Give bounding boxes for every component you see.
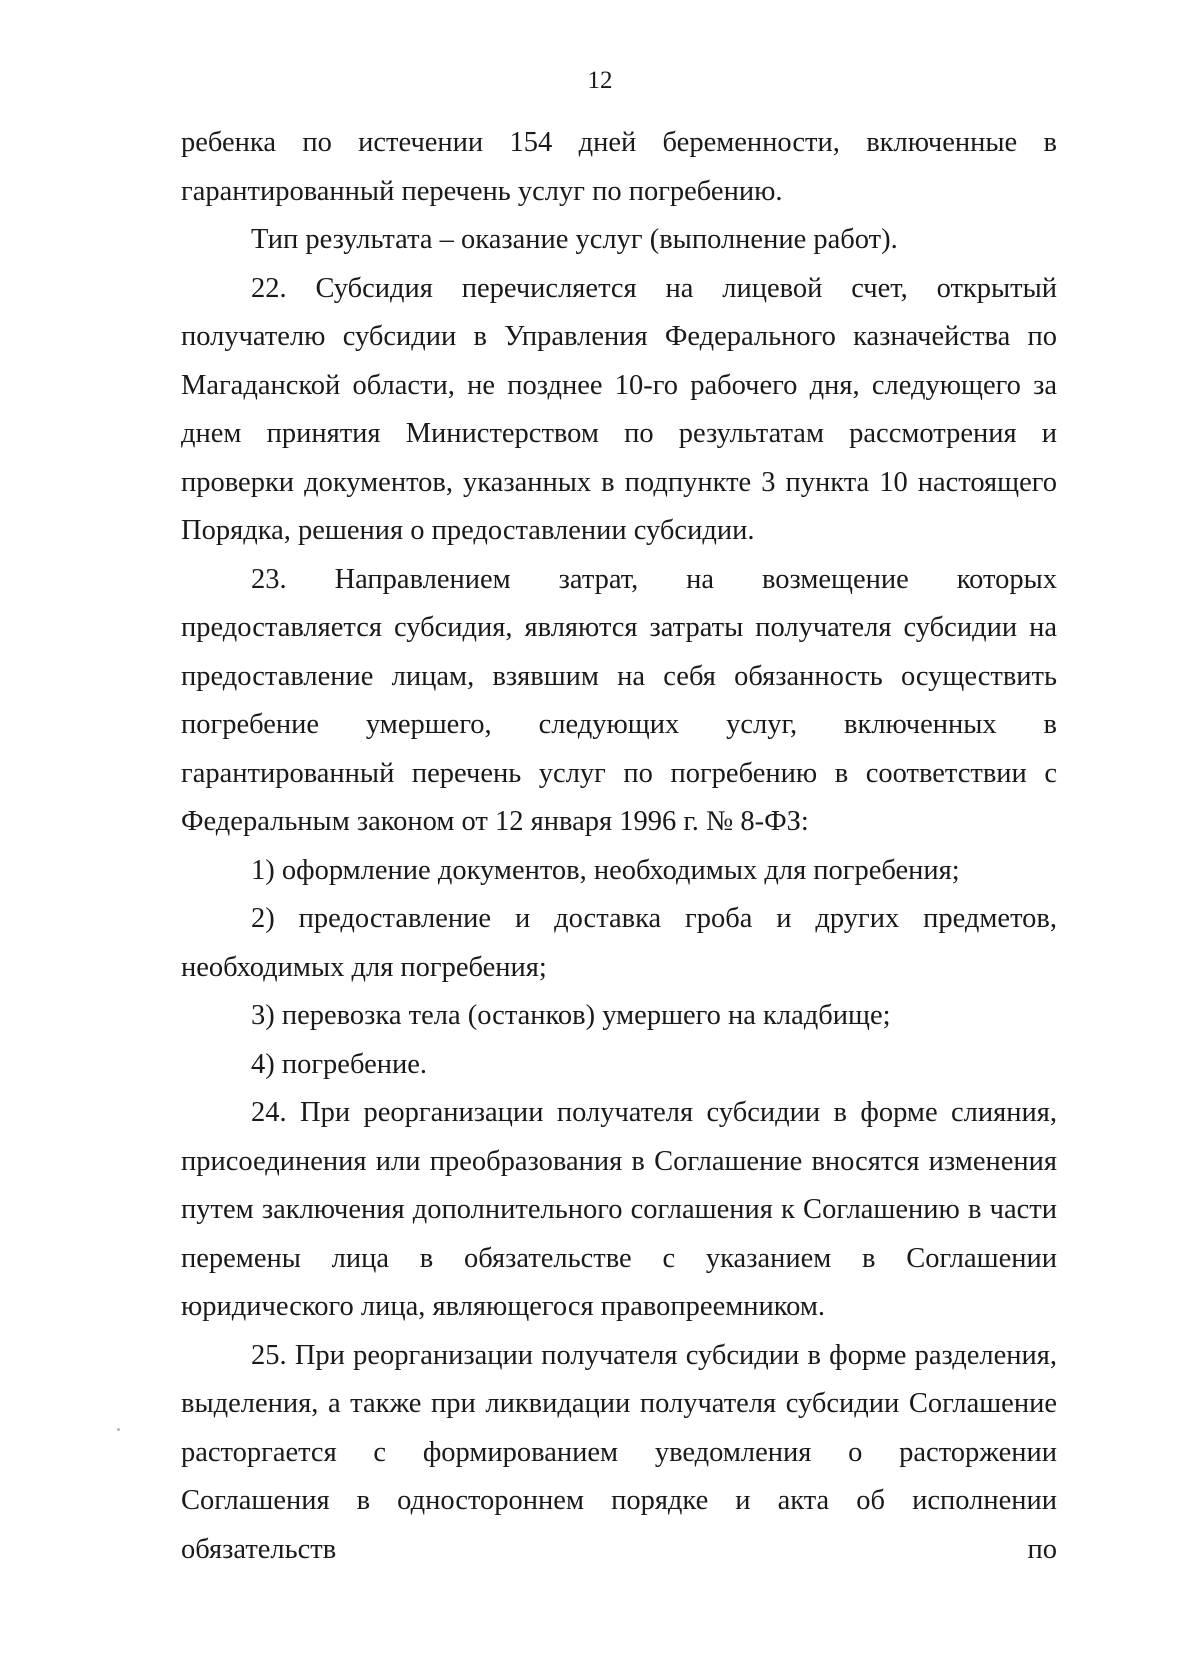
paragraph-23: 23. Направлением затрат, на возмещение которых предоставляется субсидия, являются затраты получателя субсидии на предоставление лицам, взявшим на себя обязанность осуществить погребение умершего, следующих услуг, включенных в гарантированный перечень услуг по погребению в соответствии с Федеральным законом от 12 января 1996 г. № 8-ФЗ: (181, 563, 1057, 837)
list-item-2: 2) предоставление и доставка гроба и других предметов, необходимых для погребения; (181, 903, 1057, 983)
paragraph-result-type: Тип результата – оказание услуг (выполнение работ). (251, 224, 898, 255)
document-body (181, 119, 1057, 1574)
page-number: 12 (587, 67, 613, 94)
paragraph-continuation: ребенка по истечении 154 дней беременности, включенные в гарантированный перечень услуг по погребению. (181, 127, 1057, 207)
paragraph-22: 22. Субсидия перечисляется на лицевой счет, открытый получателю субсидии в Управления Федерального казначейства по Магаданской области, не позднее 10-го рабочего дня, следующего за днем принятия Министерством по результатам рассмотрения и проверки документов, указанных в подпункте 3 пункта 10 настоящего Порядка, решения о предоставлении субсидии. (181, 272, 1057, 546)
paragraph-24: 24. При реорганизации получателя субсидии в форме слияния, присоединения или преобразования в Соглашение вносятся изменения путем заключения дополнительного соглашения к Соглашению в части перемены лица в обязательстве с указанием в Соглашении юридического лица, являющегося правопреемником. (181, 1097, 1057, 1322)
list-item-3: 3) перевозка тела (останков) умершего на кладбище; (251, 1000, 891, 1031)
scan-speck (117, 1428, 120, 1431)
paragraph-25: 25. При реорганизации получателя субсидии в форме разделения, выделения, а также при ликвидации получателя субсидии Соглашение расторгается с формированием уведомления о расторжении Соглашения в одностороннем порядке и акта об исполнении обязательств по (181, 1339, 1057, 1565)
list-item-4: 4) погребение. (251, 1048, 428, 1080)
list-item-1: 1) оформление документов, необходимых для погребения; (251, 854, 960, 886)
